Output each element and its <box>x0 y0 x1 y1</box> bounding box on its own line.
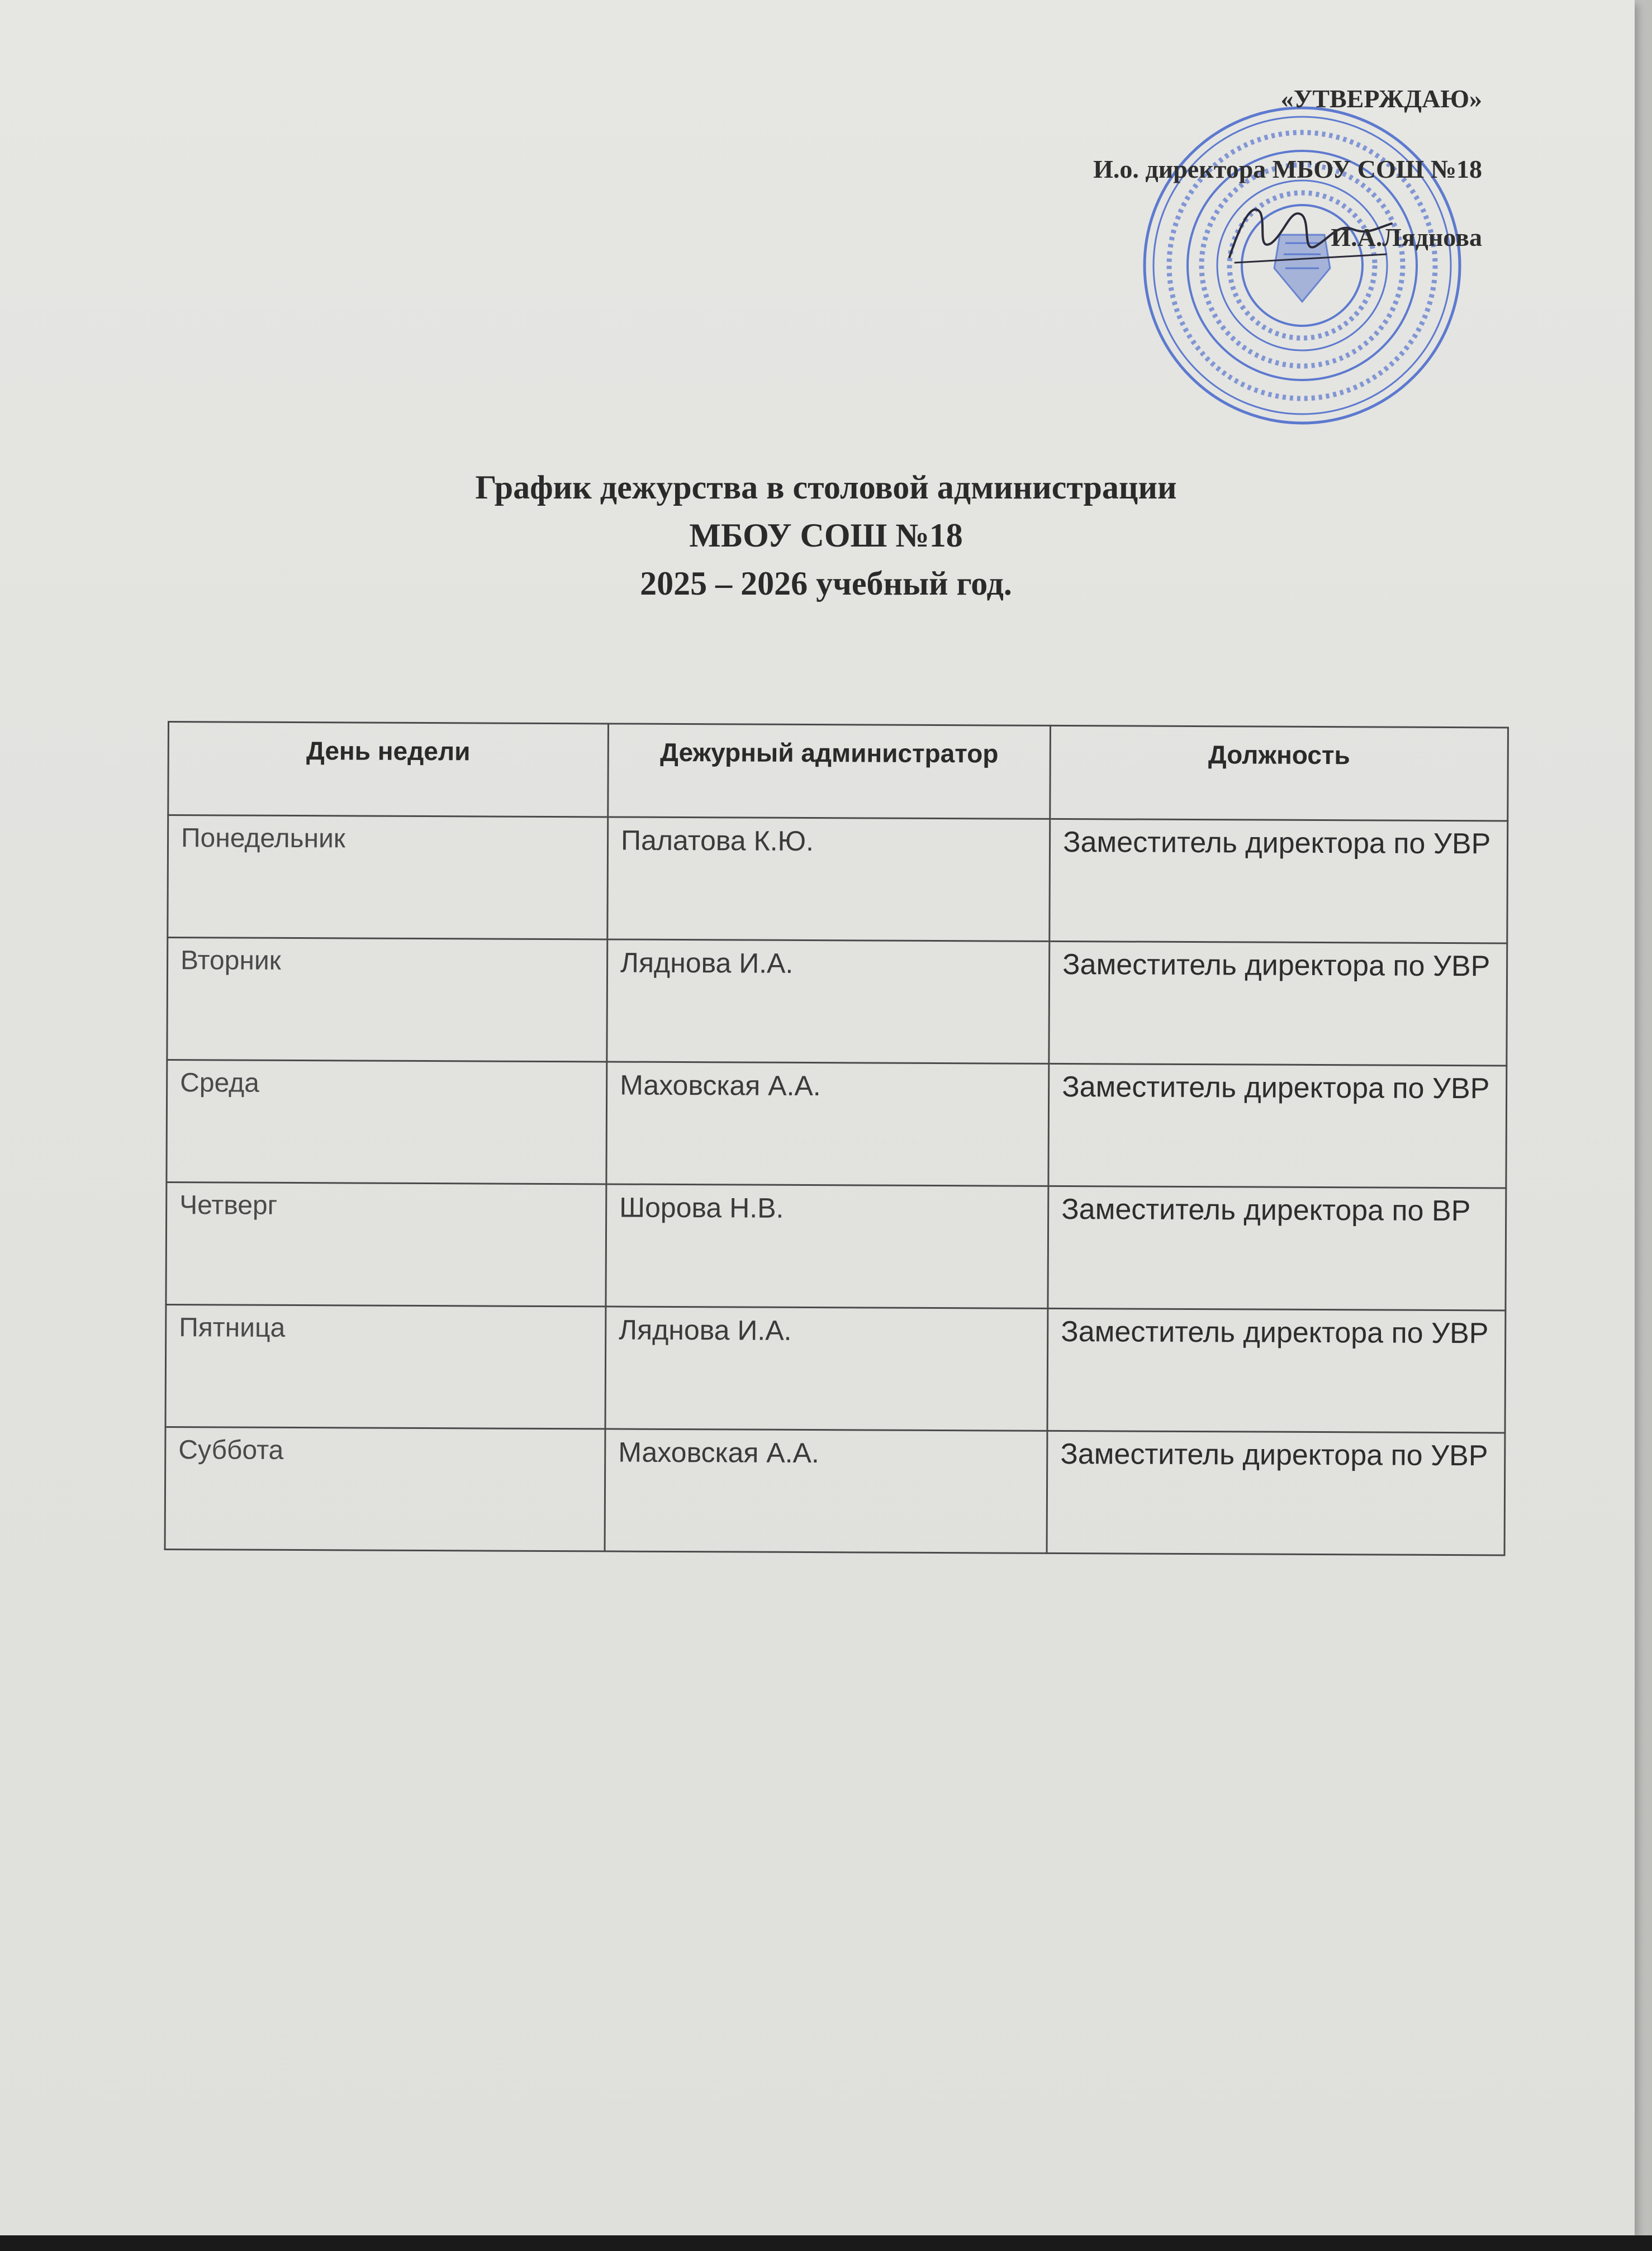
cell-day: Четверг <box>166 1182 606 1306</box>
table-row <box>167 1060 1507 1188</box>
table-row <box>167 938 1507 1066</box>
cell-admin: Шорова Н.В. <box>606 1184 1048 1308</box>
cell-admin: Маховская А.А. <box>605 1429 1047 1553</box>
cell-position: Заместитель директора по УВР <box>1047 1431 1505 1555</box>
table-row <box>165 1304 1506 1432</box>
column-header-position: Должность <box>1050 725 1508 821</box>
table-header-row <box>168 722 1508 821</box>
table-row <box>168 815 1508 943</box>
cell-position: Заместитель директора по ВР <box>1048 1186 1506 1310</box>
cell-admin: Ляднова И.А. <box>607 939 1050 1063</box>
cell-admin: Ляднова И.А. <box>605 1307 1048 1431</box>
bottom-edge <box>0 2235 1652 2251</box>
table-row <box>166 1182 1506 1310</box>
cell-day: Среда <box>167 1060 607 1184</box>
cell-day: Суббота <box>165 1427 605 1551</box>
document-subtitle-year: 2025 – 2026 учебный год. <box>640 565 1012 602</box>
column-header-day: День недели <box>168 722 609 817</box>
approve-heading: «УТВЕРЖДАЮ» <box>1280 84 1482 113</box>
cell-position: Заместитель директора по УВР <box>1048 1063 1507 1188</box>
document-subtitle-school: МБОУ СОШ №18 <box>689 517 963 554</box>
cell-position: Заместитель директора по УВР <box>1047 1308 1506 1433</box>
approval-block <box>908 84 1635 263</box>
cell-day: Понедельник <box>168 815 608 939</box>
cell-day: Вторник <box>167 938 607 1062</box>
approver-name: И.А.Ляднова <box>1331 223 1482 251</box>
cell-day: Пятница <box>165 1304 606 1428</box>
approver-position: И.о. директора МБОУ СОШ №18 <box>1093 155 1482 183</box>
duty-schedule-table <box>164 721 1509 1556</box>
document-title: График дежурства в столовой администрации <box>475 469 1177 506</box>
cell-admin: Маховская А.А. <box>606 1062 1049 1186</box>
table-row <box>165 1427 1505 1555</box>
column-header-admin: Дежурный администратор <box>608 724 1051 819</box>
cell-admin: Палатова К.Ю. <box>607 817 1050 941</box>
cell-position: Заместитель директора по УВР <box>1050 819 1508 943</box>
cell-position: Заместитель директора по УВР <box>1049 941 1507 1066</box>
